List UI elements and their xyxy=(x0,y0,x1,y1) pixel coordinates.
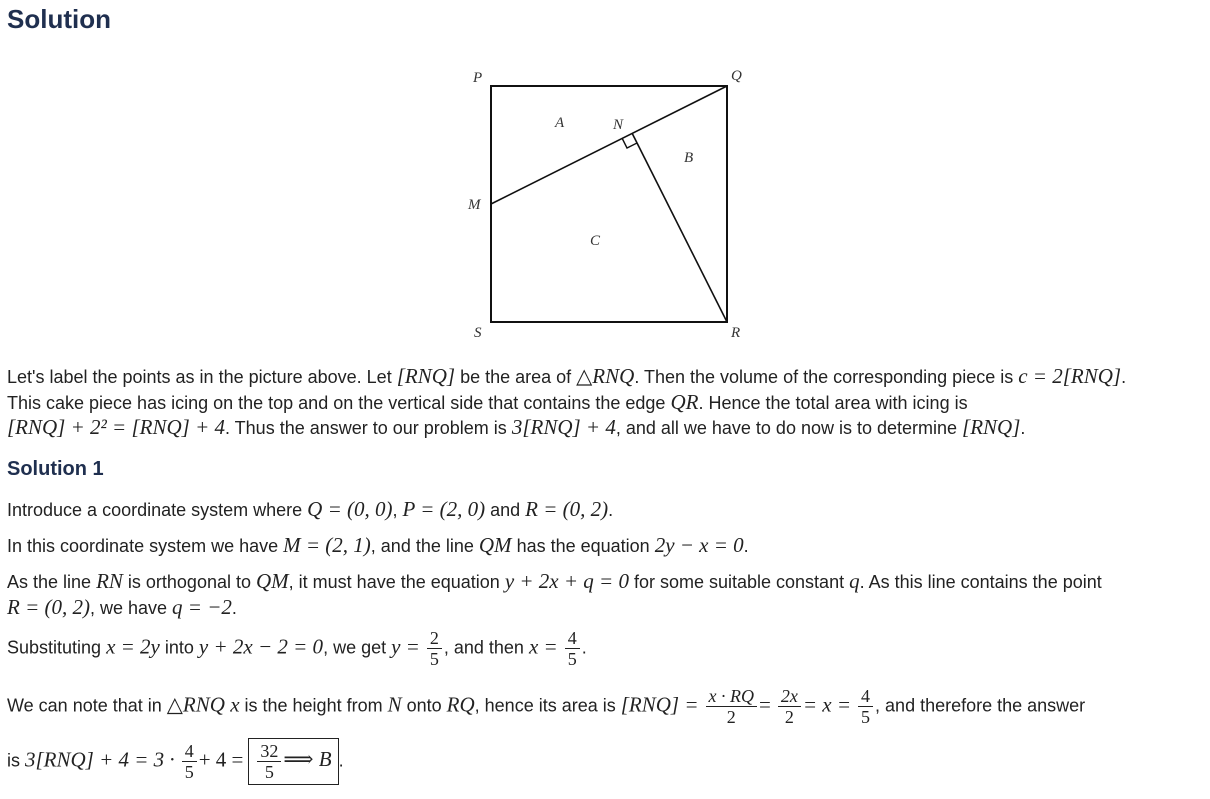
segment-mq xyxy=(491,86,727,204)
label-c: C xyxy=(590,233,601,249)
label-a: A xyxy=(555,115,565,131)
geometry-figure xyxy=(0,0,1210,350)
sol1-para-1: Introduce a coordinate system where Q = (0, 0), P = (2, 0) and R = (0, 2). xyxy=(7,497,614,521)
label-b: B xyxy=(684,150,694,166)
fraction-four-fifths-final: $\frac{4}{5}$ xyxy=(182,741,197,782)
sol1-para-6: is 3[RNQ] + 4 = 3 · $\frac{4}{5}$ + 4 = $\frac{32}{5}$ ⟹ B . xyxy=(7,738,344,785)
intro-line-2: This cake piece has icing on the top and on the vertical side that contains the edge QR. Hence the total area with icing is xyxy=(7,390,968,414)
fraction-x-rq-over-2: $\frac{x \cdot RQ}{2}$ xyxy=(706,686,757,727)
fraction-four-fifths-area: $\frac{4}{5}$ xyxy=(858,686,873,727)
solution-heading: Solution xyxy=(7,4,111,34)
sol1-para-3-line-2: R = (0, 2), we have q = −2. xyxy=(7,595,237,619)
label-m: M xyxy=(468,197,481,213)
label-q: Q xyxy=(731,68,742,84)
intro-line-1: Let's label the points as in the picture above. Let [RNQ] be the area of △RNQ. Then the volume of the corresponding piece is c = 2[RNQ]. xyxy=(7,364,1127,388)
label-n: N xyxy=(613,117,624,133)
sol1-para-5: We can note that in △RNQ x is the height from N onto RQ, hence its area is [RNQ] = $\frac{x \cdot RQ}{2}$ = $\frac{2x}{2}$ = x = $\frac{4}{5}$ , and therefore the answer xyxy=(7,686,1086,727)
sol1-para-3-line-1: As the line RN is orthogonal to QM, it must have the equation y + 2x + q = 0 for some suitable constant q. As this line contains the point xyxy=(7,569,1102,593)
fraction-two-fifths: $\frac{2}{5}$ xyxy=(427,628,442,669)
solution1-heading: Solution 1 xyxy=(7,458,104,480)
label-p: P xyxy=(473,70,483,86)
sol1-para-2: In this coordinate system we have M = (2, 1), and the line QM has the equation 2y − x = 0. xyxy=(7,533,749,557)
square-pqrs xyxy=(491,86,727,322)
final-answer-box: $\frac{32}{5}$ ⟹ B xyxy=(248,738,338,785)
intro-line-3: [RNQ] + 2² = [RNQ] + 4. Thus the answer to our problem is 3[RNQ] + 4, and all we have to do now is to determine [RNQ]. xyxy=(7,415,1026,439)
segment-rn xyxy=(632,133,727,322)
label-s: S xyxy=(474,325,482,341)
fraction-32-fifths: $\frac{32}{5}$ xyxy=(257,741,281,782)
label-r: R xyxy=(731,325,741,341)
fraction-2x-over-2: $\frac{2x}{2}$ xyxy=(778,686,801,727)
sol1-para-4: Substituting x = 2y into y + 2x − 2 = 0, we get y = $\frac{2}{5}$ , and then x = $\frac{4}{5}$ . xyxy=(7,628,587,669)
fraction-four-fifths: $\frac{4}{5}$ xyxy=(565,628,580,669)
